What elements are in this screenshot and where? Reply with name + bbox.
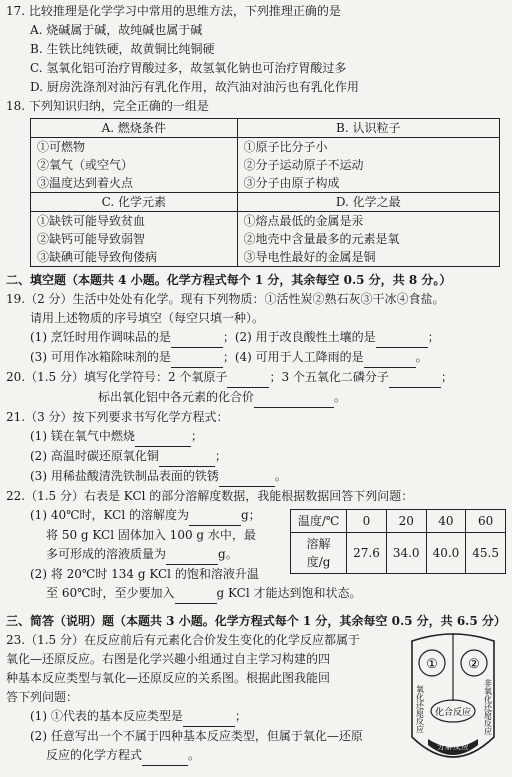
reaction-relationship-diagram <box>398 627 508 777</box>
q18-header-b: B. 认识粒子 <box>237 119 499 138</box>
table-cell: 温度/℃ <box>291 510 347 533</box>
answer-blank[interactable] <box>171 348 223 368</box>
q18-stem: 18. 下列知识归纳，完全正确的一组是 <box>6 99 209 113</box>
table-cell: 40.0 <box>426 533 466 574</box>
q17-option-a: A. 烧碱属于碱，故纯碱也属于碱 <box>30 23 203 37</box>
q18-cell <box>237 212 499 267</box>
q18-d-item: ①熔点最低的金属是汞 <box>243 214 364 228</box>
section-2-heading: 二、填空题（本题共 4 小题。化学方程式每个 1 分，其余每空 0.5 分，共 8 分。） <box>6 273 452 287</box>
q20-line-1 <box>6 368 506 388</box>
q21-sub3: (3) 用稀盐酸清洗铁制品表面的铁锈 <box>30 469 219 483</box>
q21-line-2 <box>30 447 506 467</box>
table-cell: 0 <box>347 510 387 533</box>
q19-line-2 <box>30 348 506 368</box>
right-label: 非氧化还原反应 <box>483 679 493 735</box>
exam-page <box>6 2 506 766</box>
q20-line2: 标出氧化铝中各元素的化合价 <box>98 390 255 404</box>
q23-line-3: 种基本反应类型与氧化—还原反应的关系图。根据此图我能回 <box>6 671 331 685</box>
q20-stem: 20.（1.5 分）填写化学符号：2 个氧原子 <box>6 370 228 384</box>
table-cell: 60 <box>466 510 506 533</box>
q23-sub2b: 反应的化学方程式 <box>46 748 143 762</box>
q22-sub2c: g KCl 才能达到饱和状态。 <box>216 586 362 600</box>
q23-stem: 23.（1.5 分）在反应前后有元素化合价发生变化的化学反应都属于 <box>6 633 360 647</box>
q18-c-item: ③缺碘可能导致佝偻病 <box>37 250 158 264</box>
answer-blank[interactable] <box>142 746 188 766</box>
table-cell: 40 <box>426 510 466 533</box>
answer-blank[interactable] <box>175 584 217 604</box>
punct: ； <box>234 709 247 723</box>
q18-header-d: D. 化学之最 <box>237 193 499 212</box>
q20-line-2 <box>98 388 506 408</box>
kcl-solubility-table <box>290 509 506 574</box>
q18-a-item: ③温度达到着火点 <box>37 176 134 190</box>
q19-line-1 <box>30 328 506 348</box>
answer-blank[interactable] <box>254 388 334 408</box>
q22-unit: g； <box>240 508 261 522</box>
q18-cell <box>237 138 499 193</box>
circle-one-label: ① <box>426 657 438 672</box>
q19-stem: 19.（2 分）生活中处处有化学。现有下列物质：①活性炭②熟石灰③干冰④食盐。 <box>6 292 445 306</box>
q19-instruction: 请用上述物质的序号填空（每空只填一种）。 <box>30 311 265 325</box>
q18-c-item: ①缺铁可能导致贫血 <box>37 214 146 228</box>
q21-sub1: (1) 镁在氧气中燃烧 <box>30 429 135 443</box>
q23-line-2: 氧化—还原反应。右图是化学兴趣小组通过自主学习构建的四 <box>6 652 331 666</box>
punct: 。 <box>334 390 347 404</box>
q21-line-1 <box>30 427 506 447</box>
q20-mid: ；3 个五氧化二磷分子 <box>269 370 389 384</box>
q17-option-b: B. 生铁比纯铁硬，故黄铜比纯铜硬 <box>30 42 215 56</box>
q22-block <box>6 487 506 604</box>
q19-sub3: (3) 可用作冰箱除味剂的是 <box>30 350 171 364</box>
answer-blank[interactable] <box>189 506 241 526</box>
answer-blank[interactable] <box>166 545 218 565</box>
table-cell: 45.5 <box>466 533 506 574</box>
q17-option-c: C. 氢氧化铝可治疗胃酸过多，故氢氧化钠也可治疗胃酸过多 <box>30 61 347 75</box>
table-cell: 34.0 <box>386 533 426 574</box>
q18-cell <box>31 212 238 267</box>
punct: ； <box>214 449 227 463</box>
q17-option-d: D. 厨房洗涤剂对油污有乳化作用，故汽油对油污也有乳化作用 <box>30 80 359 94</box>
q17-stem: 17. 比较推理是化学学习中常用的思维方法，下列推理正确的是 <box>6 4 341 18</box>
answer-blank[interactable] <box>389 368 441 388</box>
punct: ； <box>190 429 203 443</box>
q18-header-c: C. 化学元素 <box>31 193 238 212</box>
answer-blank[interactable] <box>227 368 269 388</box>
table-cell: 27.6 <box>347 533 387 574</box>
center-label: 化合反应 <box>434 708 472 718</box>
q18-knowledge-table <box>30 118 500 267</box>
punct: ； <box>440 370 453 384</box>
q22-line-4: (2) 将 20℃时 134 g KCl 的饱和溶液升温 <box>30 567 259 581</box>
bottom-label: 分解反应 <box>437 742 469 751</box>
section-3-heading: 三、简答（说明）题（本题共 3 小题。化学方程式每个 1 分，其余每空 0.5 分，共 6.5 分） <box>6 614 506 628</box>
answer-blank[interactable] <box>183 707 235 727</box>
table-cell: 溶解度/g <box>291 533 347 574</box>
answer-blank[interactable] <box>219 467 275 487</box>
q21-stem: 21.（3 分）按下列要求书写化学方程式： <box>6 410 229 424</box>
q22-stem: 22.（1.5 分）右表是 KCl 的部分溶解度数据，我能根据数据回答下列问题： <box>6 489 414 503</box>
q18-d-item: ②地壳中含量最多的元素是氧 <box>243 232 400 246</box>
q18-b-item: ②分子运动原子不运动 <box>243 158 364 172</box>
circle-two-label: ② <box>468 657 480 672</box>
q18-header-a: A. 燃烧条件 <box>31 119 238 138</box>
answer-blank[interactable] <box>171 328 223 348</box>
left-label: 氧化还原反应 <box>415 685 425 733</box>
punct: 。 <box>415 350 428 364</box>
answer-blank[interactable] <box>159 447 215 467</box>
q22-line-2: 将 50 g KCl 固体加入 100 g 水中，最 <box>46 528 256 542</box>
answer-blank[interactable] <box>376 328 428 348</box>
q19-sub4: ；(4) 可用于人工降雨的是 <box>222 350 364 364</box>
q18-d-item: ③导电性最好的金属是铜 <box>243 250 376 264</box>
q18-b-item: ③分子由原子构成 <box>243 176 340 190</box>
q22-sub1c: 多可形成的溶液质量为 <box>46 547 167 561</box>
q23-sub-2: (2) 任意写出一个不属于四种基本反应类型，但属于氧化—还原 <box>30 729 363 743</box>
q23-block <box>6 631 506 766</box>
q18-c-item: ②缺钙可能导致弱智 <box>37 232 146 246</box>
q22-unit: g。 <box>218 547 238 561</box>
answer-blank[interactable] <box>364 348 416 368</box>
punct: 。 <box>274 469 287 483</box>
q23-line-4: 答下列问题： <box>6 690 79 704</box>
q18-a-item: ②氧气（或空气） <box>37 158 134 172</box>
q18-a-item: ①可燃物 <box>37 140 86 154</box>
q18-b-item: ①原子比分子小 <box>243 140 328 154</box>
punct: 。 <box>188 748 201 762</box>
answer-blank[interactable] <box>135 427 191 447</box>
q22-sub2b: 至 60℃时，至少要加入 <box>46 586 175 600</box>
q19-sub1: (1) 烹饪时用作调味品的是 <box>30 330 171 344</box>
q22-line-5 <box>46 584 506 604</box>
q21-line-3 <box>30 467 506 487</box>
q23-sub1: (1) ①代表的基本反应类型是 <box>30 709 183 723</box>
punct: ； <box>427 330 440 344</box>
q18-cell <box>31 138 238 193</box>
q21-sub2: (2) 高温时碳还原氧化铜 <box>30 449 159 463</box>
q22-sub1: (1) 40℃时，KCl 的溶解度为 <box>30 508 189 522</box>
q19-sub2: ；(2) 用于改良酸性土壤的是 <box>222 330 376 344</box>
table-cell: 20 <box>386 510 426 533</box>
